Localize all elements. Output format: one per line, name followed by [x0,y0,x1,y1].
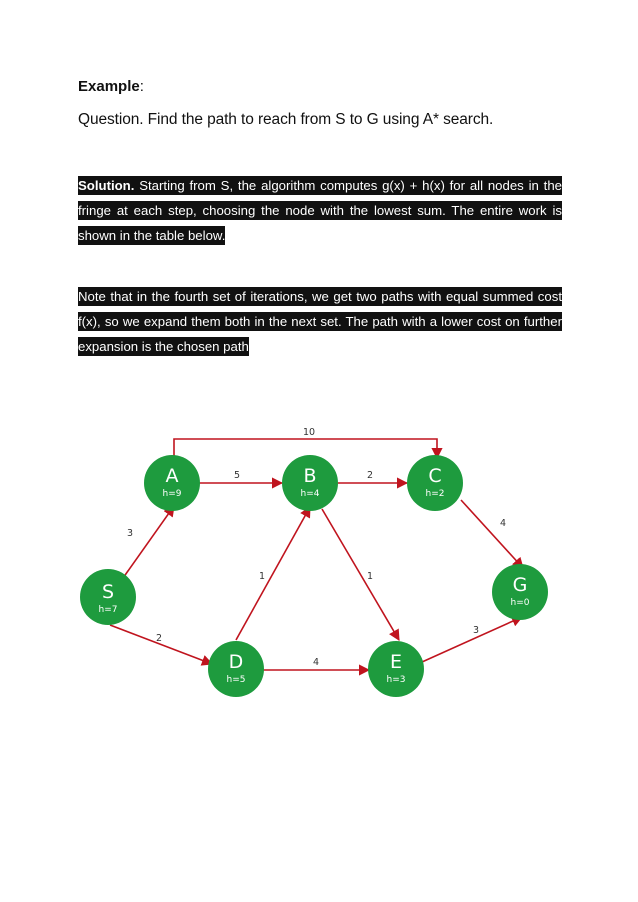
question-text: Question. Find the path to reach from S to G using A* search. [78,111,494,128]
node-e [368,641,424,697]
weight-b-e: 1 [366,571,374,582]
edge-e-g [422,617,522,662]
node-e-h: h=3 [386,675,406,685]
node-g-letter: G [512,574,528,596]
node-d-letter: D [228,651,244,673]
note-text: Note that in the fourth set of iterations, we get two paths with equal summed cost f(x), so we expand them both in the next set. The path with a lower cost on further expansion is the chosen path [78,289,562,354]
node-c-letter: C [428,465,442,487]
edge-b-e [322,509,399,640]
node-b-letter: B [303,465,317,487]
node-d-h: h=5 [226,675,246,685]
weight-e-g: 3 [472,625,480,636]
weight-d-b: 1 [258,571,266,582]
edge-s-d [110,625,212,664]
weight-a-b: 5 [233,470,241,481]
node-a-h: h=9 [162,489,182,499]
node-d [208,641,264,697]
node-s [80,569,136,625]
edge-d-b [236,507,310,640]
weight-s-d: 2 [155,633,163,644]
example-heading-label: Example [78,78,140,95]
node-g-h: h=0 [510,598,530,608]
node-b-h: h=4 [300,489,320,499]
weight-c-g: 4 [499,518,507,529]
node-a-letter: A [165,465,179,487]
example-heading-colon: : [139,78,144,95]
weight-d-e: 4 [312,657,320,668]
solution-label: Solution. [78,178,135,193]
edge-s-a [123,506,174,578]
edge-c-g [461,500,523,568]
node-s-h: h=7 [98,605,118,615]
weight-b-c: 2 [366,470,374,481]
node-a [144,455,200,511]
weight-a-c: 10 [302,427,316,438]
node-c [407,455,463,511]
node-e-letter: E [389,651,403,673]
node-b [282,455,338,511]
node-g [492,564,548,620]
solution-text: Starting from S, the algorithm computes g(x) + h(x) for all nodes in the fringe at each step, choosing the node with the lowest sum. The entire work is shown in the table below. [78,178,562,243]
node-s-letter: S [101,581,115,603]
node-c-h: h=2 [425,489,445,499]
weight-s-a: 3 [126,528,134,539]
